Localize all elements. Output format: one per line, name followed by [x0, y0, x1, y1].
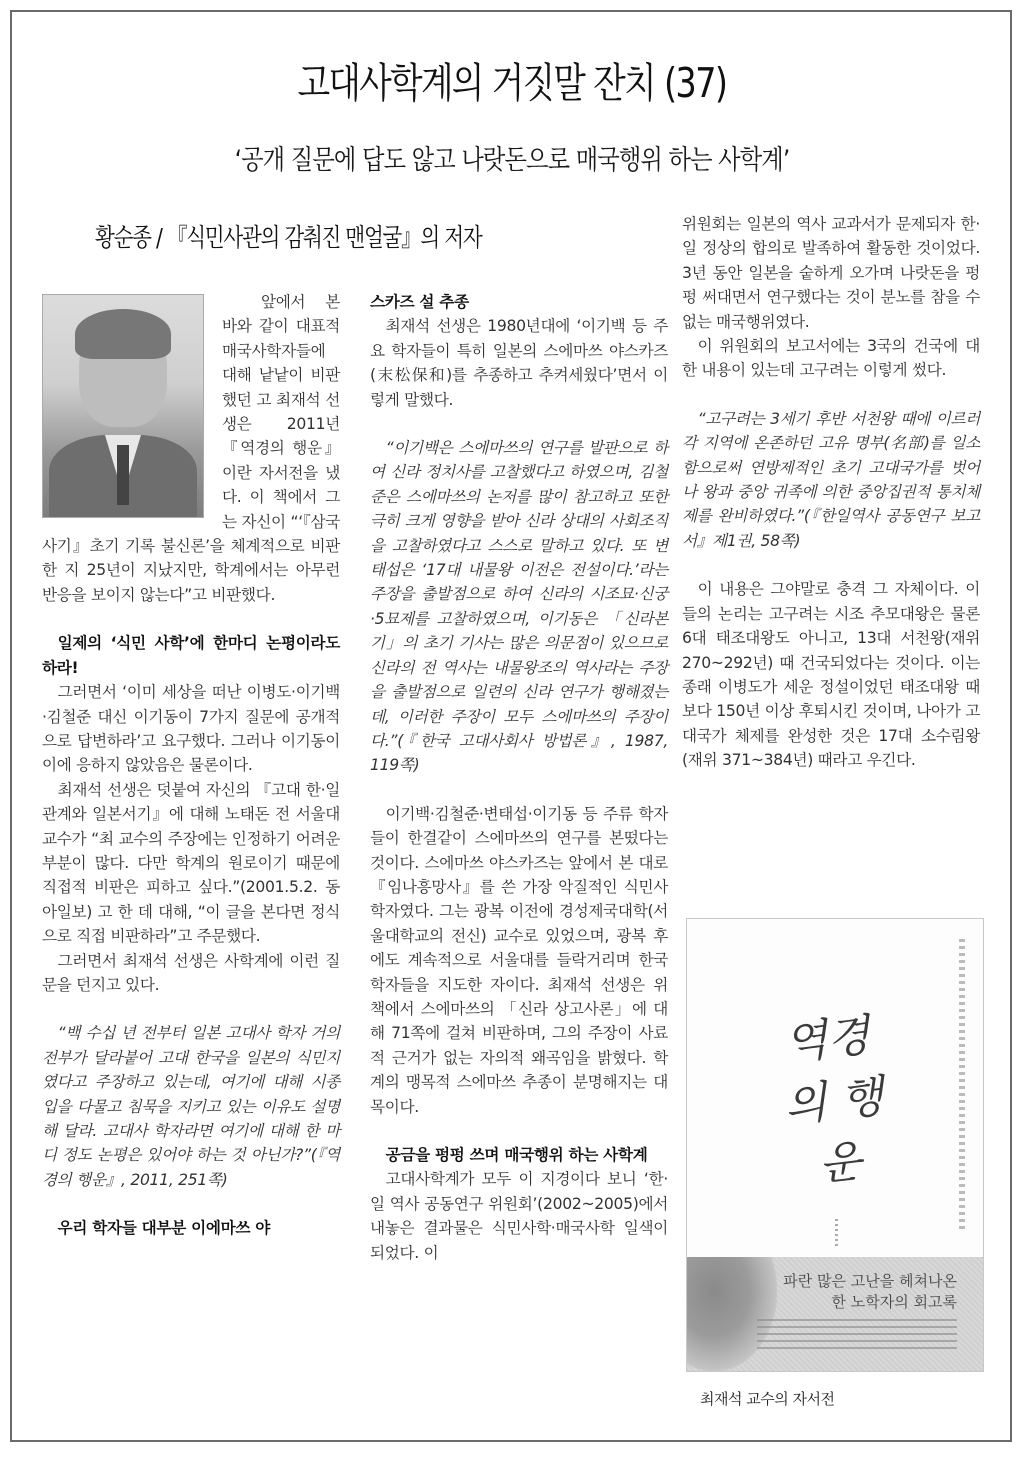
paragraph: 이기백·김철준·변태섭·이기동 등 주류 학자들이 한결같이 스에마쓰의 연구를 본떴다는 것이다. 스에마쓰 야스카즈는 앞에서 본 대로 『임나흥망사』를 쓴 가장 악질적인 식민사학자였다. 그는 광복 이전에 경성제국대학(서울대학교의 전신) 교수로 있었으며, 광복 후에도 계속적으로 서울대를 들락거리며 한국학자들을 지도한 자이다. 최재석 선생은 위 책에서 스에마쓰의 「신라 상고사론」에 대해 71쪽에 걸쳐 비판하며, 그의 주장이 사료적 근거가 없는 자의적 왜곡임을 밝혔다. 학계의 맹목적 스에마쓰 추종이 분명해지는 대목이다. — [370, 804, 668, 1116]
paragraph: 최재석 선생은 덧붙여 자신의 『고대 한·일 관계와 일본서기』에 대해 노태돈 전 서울대 교수가 “최 교수의 주장에는 인정하기 어려운 부분이 많다. 다만 학계의 원로이기 때문에 직접적 비판은 피하고 싶다.”(2001.5.2. 동아일보) 고 한 데 대해, “이 글을 본다면 정식으로 직접 비판하라”고 주문했다. — [42, 780, 340, 946]
author-photo — [42, 294, 204, 518]
paragraph: 최재석 선생은 1980년대에 ‘이기백 등 주요 학자들이 특히 일본의 스에마쓰 야스카즈(末松保和)를 추종하고 추켜세웠다’면서 이렇게 말했다. — [370, 317, 668, 409]
paragraph: 그러면서 ‘이미 세상을 떠난 이병도·이기백·김철준 대신 이기동이 7가지 질문에 공개적으로 답변하라’고 요구했다. 그러나 이기동이 이에 응하지 않았음은 물론이다. — [42, 683, 340, 775]
column-1 — [42, 290, 340, 1241]
block-quote: “이기백은 스에마쓰의 연구를 발판으로 하여 신라 정치사를 고찰했다고 하였으며, 김철준은 스에마쓰의 논저를 많이 참고하고 또한 극히 크게 영향을 받아 신라 상대의 사회조직을 고찰하였다고 스스로 말하고 있다. 또 변태섭은 ‘17대 내물왕 이전은 전설이다.’라는 주장을 출발점으로 하여 신라의 시조묘·신궁·5묘제를 고찰하였으며, 이기동은 「신라본기」의 초기 기사는 많은 의문점이 있으므로 신라의 전 역사는 내물왕조의 역사라는 주장을 출발점으로 일련의 신라 연구가 행해졌는데, 이러한 주장이 모두 스에마쓰의 주장이다.”(『한국 고대사회사 방법론』, 1987, 119쪽) — [370, 439, 668, 775]
cover-bottom-band — [687, 1257, 983, 1371]
section-heading: 일제의 ‘식민 사학’에 한마디 논평이라도 하라! — [42, 634, 340, 677]
cover-vertical-text — [959, 939, 965, 1229]
section-heading: 우리 학자들 대부분 이에마쓰 야 — [57, 1219, 271, 1238]
book-cover-image — [686, 918, 984, 1372]
section-heading-continued: 스카즈 설 추종 — [370, 293, 469, 311]
paragraph: 앞에서 본 바와 같이 대표적 매국사학자들에 대해 낱낱이 비판했던 고 최재석 선생은 2011년 『역경의 행운』이란 자서전을 냈다. 이 책에서 그는 자신이 “‘『삼국사기』초기 기록 불신론’을 체계적으로 비판한 지 25년이 지났지만, 학계에서는 아무런 반응을 보이지 않는다”고 비판했다. — [42, 293, 340, 604]
paragraph: 이 내용은 그야말로 충격 그 자체이다. 이들의 논리는 고구려는 시조 추모대왕은 물론 6대 태조대왕도 아니고, 13대 서천왕(재위 270~292년) 때 건국되었다는 것이다. 이는 종래 이병도가 세운 정설이었던 태조대왕 때보다 150년 이상 후퇴시킨 것이며, 나아가 고대국가 체제를 완성한 것은 17대 소수림왕(재위 371~384년) 때라고 우긴다. — [682, 580, 980, 770]
author-byline: 황순종 / 『식민사관의 감춰진 맨얼굴』의 저자 — [95, 223, 482, 252]
column-3 — [682, 212, 980, 773]
paragraph: 이 위원회의 보고서에는 3국의 건국에 대한 내용이 있는데 고구려는 이렇게 썼다. — [682, 337, 980, 380]
paragraph: 고대사학계가 모두 이 지경이다 보니 ‘한·일 역사 공동연구 위원회’(2002~2005)에서 내놓은 결과물은 식민사학·매국사학 일색이 되었다. 이 — [370, 1170, 668, 1262]
paragraph: 그러면서 최재석 선생은 사학계에 이런 질문을 던지고 있다. — [42, 951, 340, 994]
block-quote: “백 수십 년 전부터 일본 고대사 학자 거의 전부가 달라붙어 고대 한국을 일본의 식민지였다고 주장하고 있는데, 여기에 대해 시종 입을 다물고 침묵을 지키고 있는 이유도 설명해 달라. 고대사 학자라면 여기에 대해 한 마디 정도 논평은 있어야 하는 것 아닌가?”(『역경의 행운』, 2011, 251쪽) — [42, 1024, 340, 1189]
tagline-line-1: 파란 많은 고난을 헤쳐나온 — [783, 1272, 957, 1290]
tagline-line-2: 한 노학자의 회고록 — [831, 1293, 957, 1311]
paragraph: 위원회는 일본의 역사 교과서가 문제되자 한·일 정상의 합의로 발족하여 활동한 것이었다. 3년 동안 일본을 숱하게 오가며 나랏돈을 펑펑 써대면서 연구했다는 것이 분노를 참을 수 없는 매국행위였다. — [682, 215, 980, 331]
block-quote: “고구려는 3세기 후반 서천왕 때에 이르러 각 지역에 온존하던 고유 명부(名部)를 일소함으로써 연방제적인 초기 고대국가를 벗어나 왕과 중앙 귀족에 의한 중앙집권적 통치체제를 완비하였다.”(『한일역사 공동연구 보고서』제1권, 58쪽) — [682, 409, 980, 550]
cover-blurb — [757, 1319, 957, 1349]
book-cover-title: 역경의 행운 — [781, 1010, 886, 1191]
article-subtitle: ‘공개 질문에 답도 않고 나랏돈으로 매국행위 하는 사학계’ — [234, 145, 790, 176]
cover-author-text — [835, 1219, 838, 1247]
image-caption: 최재석 교수의 자서전 — [700, 1390, 835, 1408]
section-heading: 공금을 펑펑 쓰며 매국행위 하는 사학계 — [385, 1146, 648, 1164]
column-2 — [370, 290, 668, 1265]
cover-tagline — [783, 1271, 957, 1313]
article-title: 고대사학계의 거짓말 잔치 (37) — [297, 59, 727, 107]
cover-figure-silhouette — [687, 1257, 777, 1371]
